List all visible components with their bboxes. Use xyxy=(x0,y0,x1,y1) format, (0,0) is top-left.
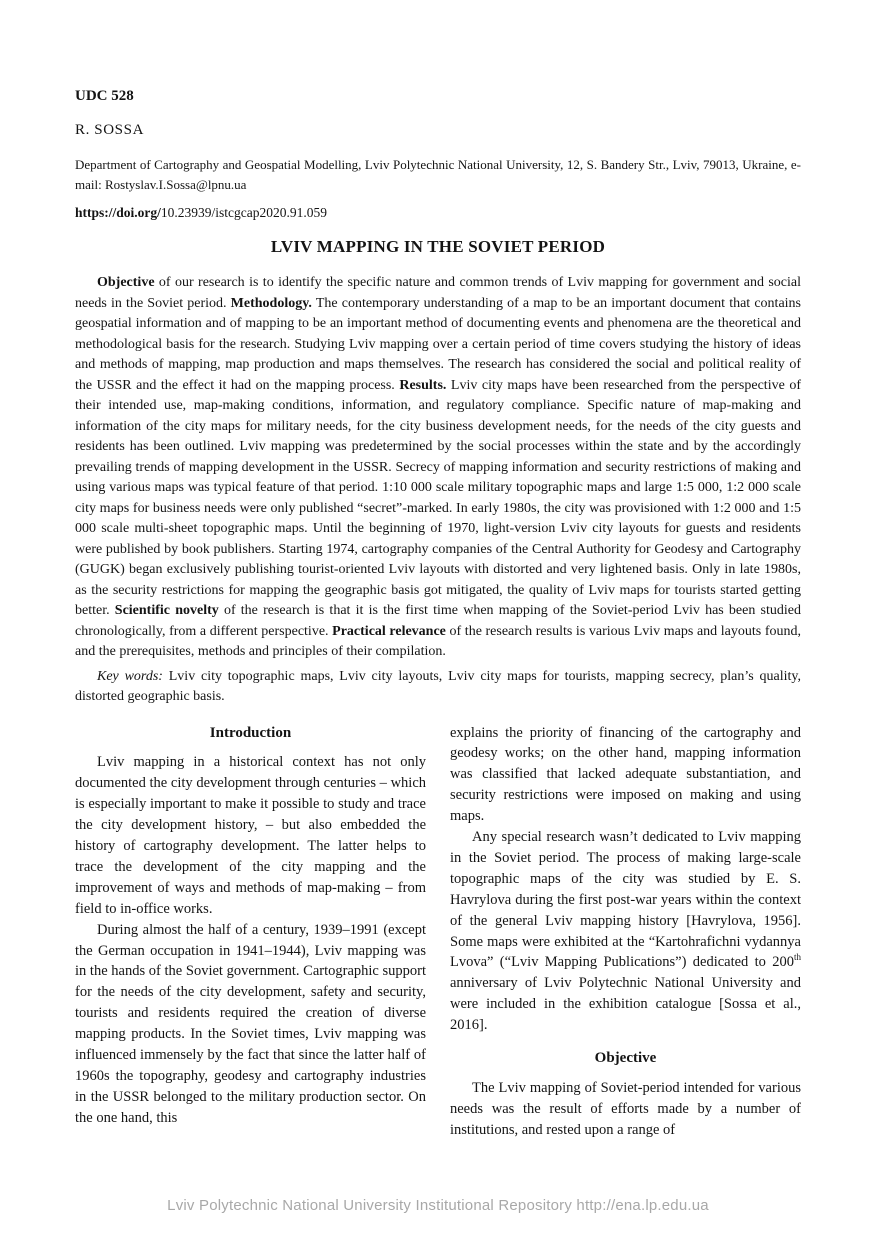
repository-footer: Lviv Polytechnic National University Institutional Repository http://ena.lp.edu.ua xyxy=(167,1197,709,1214)
udc-code: UDC 528 xyxy=(75,88,134,104)
objective-heading: Objective xyxy=(594,1050,657,1067)
introduction-paragraph-2: During almost the half of a century, 1939–1991 (except the German occupation in 1941–1944), Lviv mapping was in the hands of the Soviet government. Cartographic support for the needs of the city development, safety and security, tourists and residents required the creation of diverse mapping products. In the Soviet times, Lviv mapping was influenced immensely by the fact that since the latter half of 1960s the topography, geodesy and cartography industries in the USSR belonged to the military production sector. On the one hand, this xyxy=(75,921,426,1126)
doi-prefix: https://doi.org/ xyxy=(75,205,161,220)
introduction-paragraph-3: Any special research wasn’t dedicated to Lviv mapping in the Soviet period. The process of making large-scale topographic maps of the city was studied by E. S. Havrylova during the first post-war years within the context of the general Lviv mapping history [Havrylova, 1956]. Some maps were exhibited at the “Kartohrafichni vydannya Lvova” (“Lviv Mapping Publications”) dedicated to 200th anniversary of Lviv Polytechnic National University and were included in the exhibition catalogue [Sossa et al., 2016]. xyxy=(450,829,801,1034)
introduction-heading: Introduction xyxy=(209,724,292,741)
doi-line xyxy=(75,205,801,221)
two-column-body xyxy=(75,723,801,1141)
introduction-paragraph-1: Lviv mapping in a historical context has not only documented the city development through centuries – which is especially important to make it possible to study and trace the city development history, – but also embedded the history of cartography development. The latter helps to trace the development of the city mapping and the improvement of ways and methods of map-making – from field to in-office works. xyxy=(75,754,426,917)
right-column xyxy=(450,723,801,1141)
keywords-paragraph: Key words: Lviv city topographic maps, Lviv city layouts, Lviv city maps for tourists, mapping secrecy, plan’s quality, distorted geographic basis. xyxy=(75,668,801,704)
introduction-paragraph-2-continued: explains the priority of financing of the cartography and geodesy works; on the other hand, mapping information was classified that lacked adequate substantiation, and security restrictions were imposed on making and using maps. xyxy=(450,724,801,825)
author-affiliation: Department of Cartography and Geospatial Modelling, Lviv Polytechnic National University, 12, S. Bandery Str., Lviv, 79013, Ukraine, e-mail: Rostyslav.I.Sossa@lpnu.ua xyxy=(75,157,801,192)
left-column xyxy=(75,723,426,1141)
objective-paragraph-1: The Lviv mapping of Soviet-period intended for various needs was the result of efforts made by a number of institutions, and rested upon a range of xyxy=(450,1080,801,1138)
doi-value: 10.23939/istcgcap2020.91.059 xyxy=(160,205,327,220)
paper-title: LVIV MAPPING IN THE SOVIET PERIOD xyxy=(270,237,606,256)
abstract-paragraph: Objective of our research is to identify the specific nature and common trends of Lviv mapping for government and social needs in the Soviet period. Methodology. The contemporary understanding of a map to be an important document that contains geospatial information and of mapping to be an important method of documenting events and phenomena are the theoretical and methodological basis for the research. Studying Lviv mapping over a certain period of time covers studying the history of ideas and methods of mapping, map production and maps themselves. The research has considered the social and political reality of the USSR and the effect it had on the mapping process. Results. Lviv city maps have been researched from the perspective of their intended use, map-making conditions, information, and regulatory compliance. Specific nature of map-making and information of the city maps for military needs, for the city business development needs, for the needs of the city guests and residents has been outlined. Lviv mapping was predetermined by the social processes within the state and by the accordingly prevailing trends of mapping development in the USSR. Secrecy of mapping information and security restrictions of making and using various maps was typical feature of that period. 1:10 000 scale military topographic maps and large 1:5 000, 1:2 000 scale city maps for business needs were only published “secret”-marked. In early 1980s, the city was provisioned with 1:2 000 and 1:5 000 scale multi-sheet topographic maps. Until the beginning of 1970, light-version Lviv city layouts for guests and residents were published by book publishers. Starting 1974, cartography companies of the Central Authority for Geodesy and Cartography (GUGK) began exclusively publishing tourist-oriented Lviv layouts with distorted and very lightened basis. Only in late 1980s, as the security restrictions for mapping the geographic basis got mitigated, the quality of Lviv maps for tourists started getting better. Scientific novelty of the research is that it is the first time when mapping of the Soviet-period Lviv has been studied chronologically, from a different perspective. Practical relevance of the research results is various Lviv maps and layouts found, and the prerequisites, methods and principles of their compilation. xyxy=(75,275,801,659)
author-name: R. SOSSA xyxy=(75,122,144,138)
